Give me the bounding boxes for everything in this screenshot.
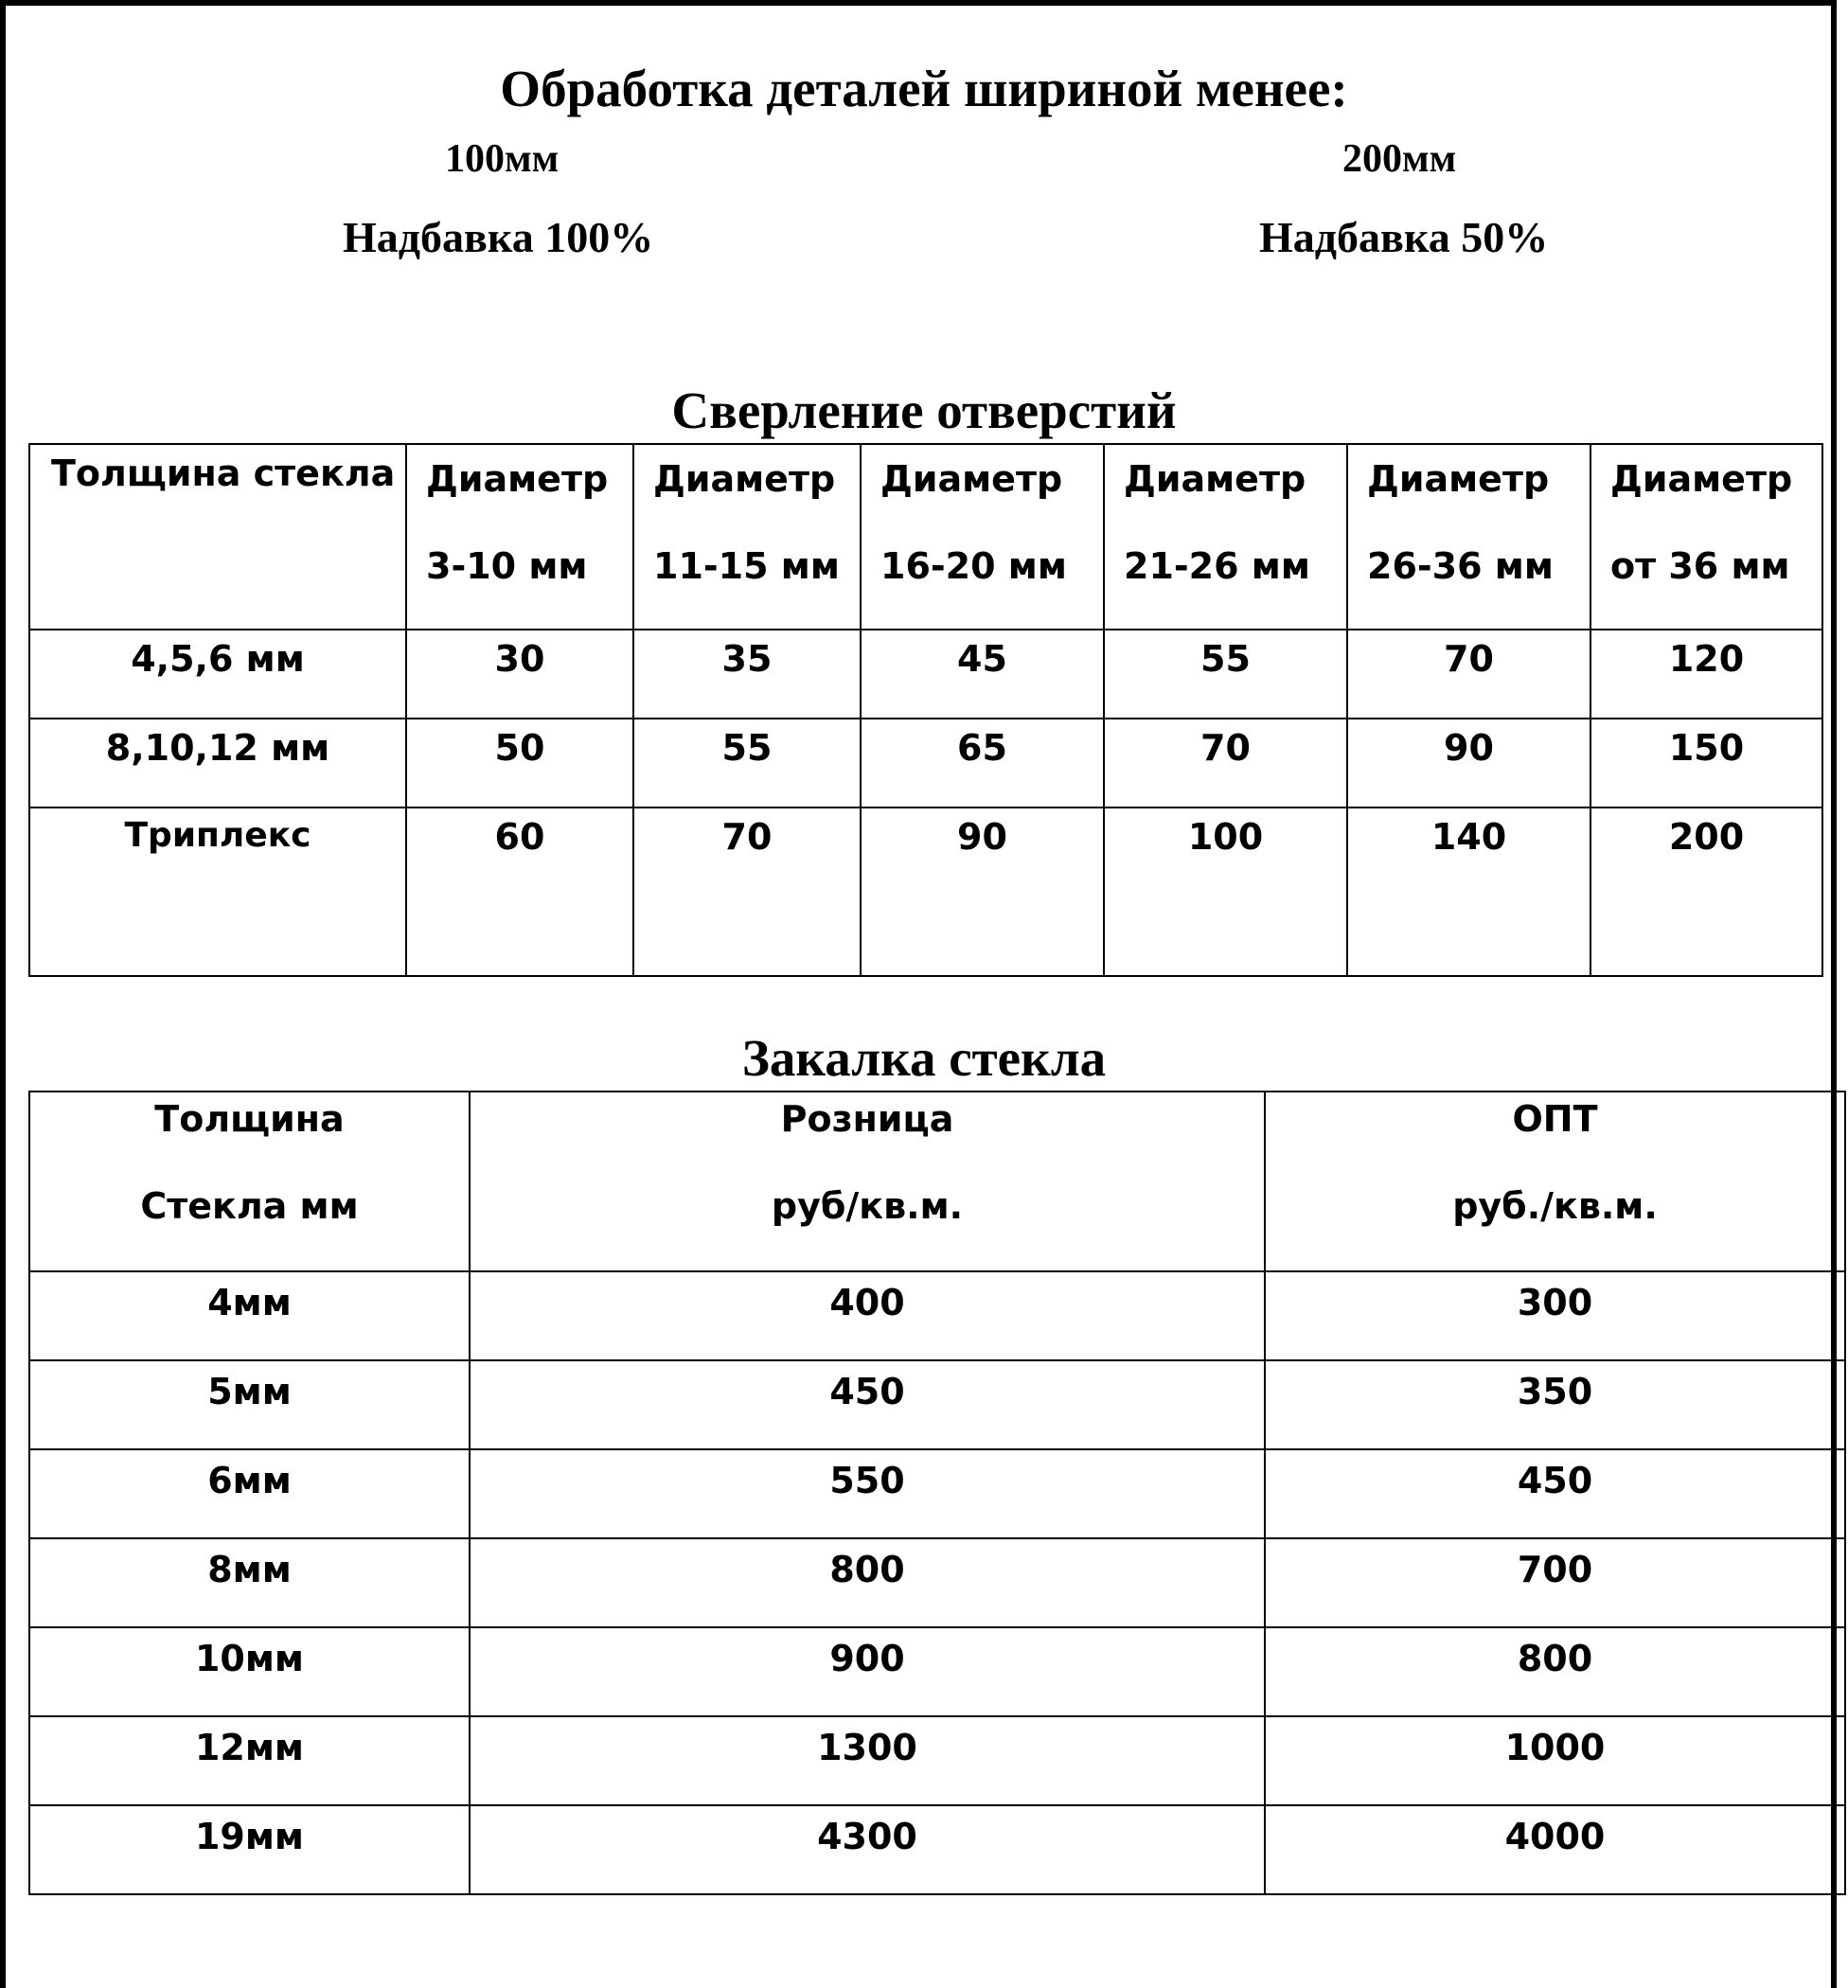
price-cell: 60 — [406, 808, 633, 976]
drilling-col-diameter: Диаметр от 36 мм — [1590, 444, 1822, 630]
drilling-col-thickness: Толщина стекла — [29, 444, 406, 630]
price-cell: 55 — [633, 719, 861, 808]
page-title: Обработка деталей шириной менее: — [500, 60, 1348, 117]
surcharge-100-label: Надбавка 100% — [343, 213, 654, 261]
table-row — [29, 630, 1822, 719]
thickness-cell: 6мм — [29, 1449, 470, 1538]
opt-price-cell: 350 — [1265, 1360, 1845, 1449]
width-200-label: 200мм — [1342, 137, 1457, 181]
table-row — [29, 1538, 1845, 1627]
thickness-cell: 4мм — [29, 1271, 470, 1360]
retail-price-cell: 900 — [470, 1627, 1265, 1716]
row-label: Триплекс — [29, 808, 406, 976]
thickness-cell: 8мм — [29, 1538, 470, 1627]
thickness-cell: 12мм — [29, 1716, 470, 1805]
retail-price-cell: 1300 — [470, 1716, 1265, 1805]
price-cell: 50 — [406, 719, 633, 808]
price-cell: 70 — [1347, 630, 1590, 719]
retail-price-cell: 550 — [470, 1449, 1265, 1538]
width-100-label: 100мм — [445, 137, 560, 181]
table-row — [29, 1360, 1845, 1449]
tempering-price-table — [28, 1091, 1846, 1895]
tempering-col-thickness: Толщина Стекла мм — [29, 1092, 470, 1271]
opt-price-cell: 4000 — [1265, 1805, 1845, 1894]
opt-price-cell: 450 — [1265, 1449, 1845, 1538]
table-row — [29, 719, 1822, 808]
opt-price-cell: 800 — [1265, 1627, 1845, 1716]
table-row — [29, 1271, 1845, 1360]
retail-price-cell: 450 — [470, 1360, 1265, 1449]
retail-price-cell: 4300 — [470, 1805, 1265, 1894]
price-cell: 120 — [1590, 630, 1822, 719]
price-cell: 70 — [1104, 719, 1347, 808]
price-cell: 35 — [633, 630, 861, 719]
opt-price-cell: 1000 — [1265, 1716, 1845, 1805]
price-cell: 90 — [1347, 719, 1590, 808]
tempering-col-retail: Розница руб/кв.м. — [470, 1092, 1265, 1271]
row-label: 4,5,6 мм — [29, 630, 406, 719]
drilling-col-diameter: Диаметр 3-10 мм — [406, 444, 633, 630]
opt-price-cell: 300 — [1265, 1271, 1845, 1360]
thickness-cell: 19мм — [29, 1805, 470, 1894]
tempering-col-opt: ОПТ руб./кв.м. — [1265, 1092, 1845, 1271]
price-cell: 200 — [1590, 808, 1822, 976]
row-label: 8,10,12 мм — [29, 719, 406, 808]
table-row — [29, 1716, 1845, 1805]
drilling-col-diameter: Диаметр 16-20 мм — [861, 444, 1104, 630]
drilling-price-table — [28, 443, 1823, 977]
drilling-col-diameter: Диаметр 11-15 мм — [633, 444, 861, 630]
table-row — [29, 1627, 1845, 1716]
tempering-section-title: Закалка стекла — [741, 1029, 1107, 1087]
table-row — [29, 1805, 1845, 1894]
price-cell: 70 — [633, 808, 861, 976]
price-cell: 65 — [861, 719, 1104, 808]
tempering-header-row — [29, 1092, 1845, 1271]
retail-price-cell: 800 — [470, 1538, 1265, 1627]
drilling-col-diameter: Диаметр 21-26 мм — [1104, 444, 1347, 630]
price-cell: 45 — [861, 630, 1104, 719]
retail-price-cell: 400 — [470, 1271, 1265, 1360]
price-cell: 30 — [406, 630, 633, 719]
price-cell: 150 — [1590, 719, 1822, 808]
price-cell: 140 — [1347, 808, 1590, 976]
thickness-cell: 10мм — [29, 1627, 470, 1716]
price-cell: 100 — [1104, 808, 1347, 976]
table-row — [29, 1449, 1845, 1538]
opt-price-cell: 700 — [1265, 1538, 1845, 1627]
drilling-header-row — [29, 444, 1822, 630]
price-cell: 90 — [861, 808, 1104, 976]
drilling-col-diameter: Диаметр 26-36 мм — [1347, 444, 1590, 630]
surcharge-50-label: Надбавка 50% — [1259, 213, 1549, 261]
thickness-cell: 5мм — [29, 1360, 470, 1449]
table-row — [29, 808, 1822, 976]
drilling-section-title: Сверление отверстий — [671, 382, 1177, 439]
price-cell: 55 — [1104, 630, 1347, 719]
